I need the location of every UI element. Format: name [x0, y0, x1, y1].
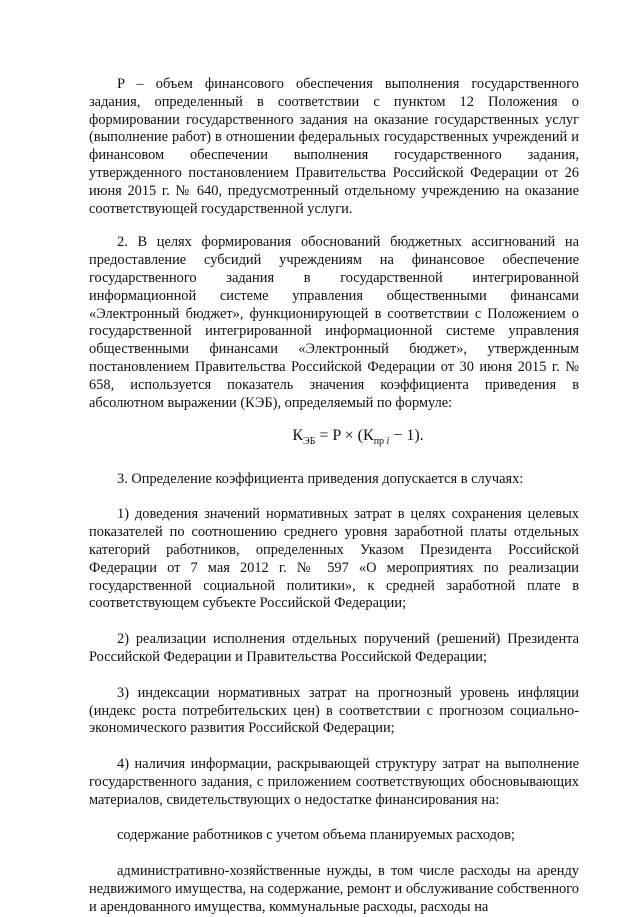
paragraph-case-2: 2) реализации исполнения отдельных поручений (решений) Президента Российской Федерации и Правительства Российской Федерации;: [89, 631, 579, 665]
paragraph-item-2: 2. В целях формирования обоснований бюджетных ассигнований на предоставление субсидий учреждениям на финансовое обеспечение государственного задания в государственной интегрированной информационной системе управления общественными финансами «Электронный бюджет», функционирующей в соответствии с Положением о государственной интегрированной информационной системе управления общественными финансами «Электронный бюджет», утвержденным постановлением Правительства Российской Федерации от 30 июня 2015 г. № 658, используется показатель значения коэффициента приведения в абсолютном выражении (КЭБ), определяемый по формуле:: [89, 234, 579, 411]
paragraph-p-definition: P – объем финансового обеспечения выполнения государственного задания, определенный в соответствии с пунктом 12 Положения о формировании государственного задания на оказание государственных услуг (выполнение работ) в отношении федеральных государственных учреждений и финансовом обеспечении выполнения государственного задания, утвержденного постановлением Правительства Российской Федерации от 26 июня 2015 г. № 640, предусмотренный отдельному учреждению на оказание соответствующей государственной услуги.: [89, 76, 579, 217]
formula-lhs-sub: ЭБ: [302, 436, 316, 448]
document-body: [89, 76, 579, 917]
formula-k-sub: [374, 437, 390, 448]
paragraph-case-4: 4) наличия информации, раскрывающей структуру затрат на выполнение государственного задания, с приложением соответствующих обосновывающих материалов, свидетельствующих о недостатке финансирования на:: [89, 756, 579, 808]
formula-k-sub-index: i: [386, 436, 390, 448]
formula-lhs: К: [292, 427, 303, 445]
paragraph-case-3: 3) индексации нормативных затрат на прогнозный уровень инфляции (индекс роста потребительских цен) в соответствии с прогнозом социально-экономического развития Российской Федерации;: [89, 684, 579, 737]
formula-eq: = P × (К: [315, 427, 374, 445]
paragraph-case-1: 1) доведения значений нормативных затрат в целях сохранения целевых показателей по соотношению среднего уровня заработной платы отдельных категорий работников, определенных Указом Президента Российской Федерации от 7 мая 2012 г. № 597 «О мероприятиях по реализации государственной социальной политики», к средней заработной плате в соответствующем субъекте Российской Федерации;: [89, 506, 579, 612]
formula-keb: [89, 426, 579, 452]
formula-k-sub-text: пр: [373, 436, 387, 448]
paragraph-staff-costs: содержание работников с учетом объема планируемых расходов;: [117, 827, 515, 844]
paragraph-item-3: 3. Определение коэффициента приведения допускается в случаях:: [117, 470, 524, 487]
formula-tail: − 1).: [389, 427, 424, 445]
paragraph-admin-costs: административно-хозяйственные нужды, в том числе расходы на аренду недвижимого имущества, на содержание, ремонт и обслуживание собственного и арендованного имущества, коммунальные расходы, расходы на: [89, 863, 579, 915]
